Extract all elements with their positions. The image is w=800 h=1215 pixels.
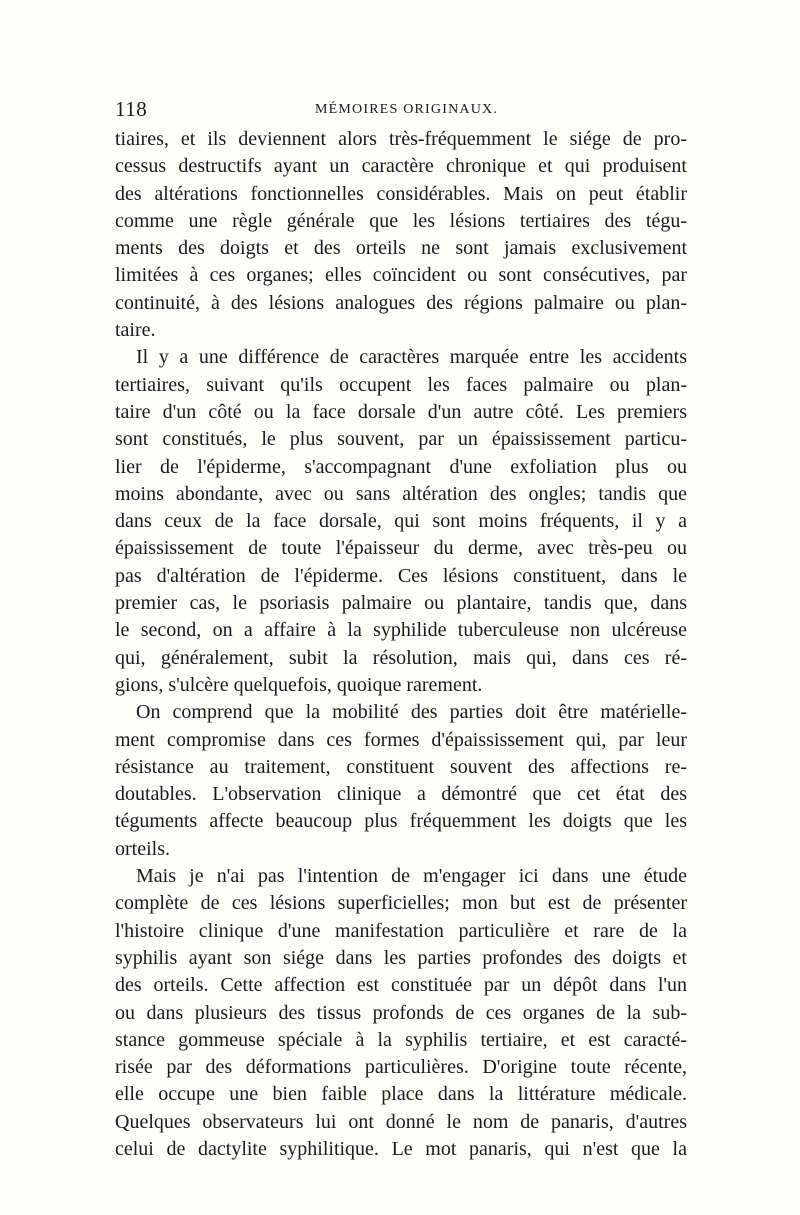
text-line: limitées à ces organes; elles coïncident ou sont consécutives, par [115,264,687,287]
text-line: pas d'altération de l'épiderme. Ces lésions constituent, dans le [115,564,687,587]
text-line: premier cas, le psoriasis palmaire ou plantaire, tandis que, dans [115,592,687,615]
text-line: risée par des déformations particulières. D'origine toute récente, [115,1056,687,1079]
text-line: dans ceux de la face dorsale, qui sont moins fréquents, il y a [115,510,687,533]
text-line: tertiaires, suivant qu'ils occupent les faces palmaire ou plan- [115,373,687,396]
text-line: stance gommeuse spéciale à la syphilis tertiaire, et est caracté- [115,1028,687,1051]
text-line: ment compromise dans ces formes d'épaississement qui, par leur [115,728,687,751]
text-line: complète de ces lésions superficielles; mon but est de présenter [115,892,687,915]
text-line: des orteils. Cette affection est constituée par un dépôt dans l'un [115,974,687,997]
text-line: continuité, à des lésions analogues des régions palmaire ou plan- [115,291,687,314]
text-line: Il y a une différence de caractères marquée entre les accidents [136,346,687,369]
text-line: syphilis ayant son siége dans les parties profondes des doigts et [115,946,687,969]
running-title: MÉMOIRES ORIGINAUX. [315,102,499,117]
text-line: ments des doigts et des orteils ne sont jamais exclusivement [115,237,687,260]
text-line: comme une règle générale que les lésions tertiaires des tégu- [115,209,687,232]
running-head [115,97,695,121]
text-line: tiaires, et ils deviennent alors très-fréquemment le siége de pro- [115,128,687,150]
text-line: cessus destructifs ayant un caractère chronique et qui produisent [115,155,687,178]
text-line: Mais je n'ai pas l'intention de m'engager ici dans une étude [136,865,687,888]
text-line: résistance au traitement, constituent souvent des affections re- [115,755,687,778]
text-line: gions, s'ulcère quelquefois, quoique rarement. [115,673,483,696]
text-line: des altérations fonctionnelles considérables. Mais on peut établir [115,182,687,205]
text-line: l'histoire clinique d'une manifestation particulière et rare de la [115,919,687,942]
text-line: qui, généralement, subit la résolution, mais qui, dans ces ré- [115,646,687,669]
text-line: moins abondante, avec ou sans altération des ongles; tandis que [115,482,687,505]
page-number: 118 [115,97,148,121]
text-line: le second, on a affaire à la syphilide tuberculeuse non ulcéreuse [115,619,687,642]
text-line: ou dans plusieurs des tissus profonds de ces organes de la sub- [115,1001,687,1024]
text-line: sont constitués, le plus souvent, par un épaississement particu- [115,428,687,451]
text-line: lier de l'épiderme, s'accompagnant d'une exfoliation plus ou [115,455,687,478]
text-line: Quelques observateurs lui ont donné le nom de panaris, d'autres [115,1110,687,1133]
text-line: taire. [115,319,156,342]
text-line: On comprend que la mobilité des parties doit être matérielle- [136,701,687,724]
text-line: celui de dactylite syphilitique. Le mot panaris, qui n'est que la [115,1137,687,1160]
body-text [115,126,687,1163]
text-line: taire d'un côté ou la face dorsale d'un autre côté. Les premiers [115,400,687,423]
text-line: elle occupe une bien faible place dans la littérature médicale. [115,1083,687,1106]
text-line: téguments affecte beaucoup plus fréquemment les doigts que les [115,810,687,833]
text-line: épaississement de toute l'épaisseur du derme, avec très-peu ou [115,537,687,560]
text-line: doutables. L'observation clinique a démontré que cet état des [115,783,687,806]
text-line: orteils. [115,837,170,860]
